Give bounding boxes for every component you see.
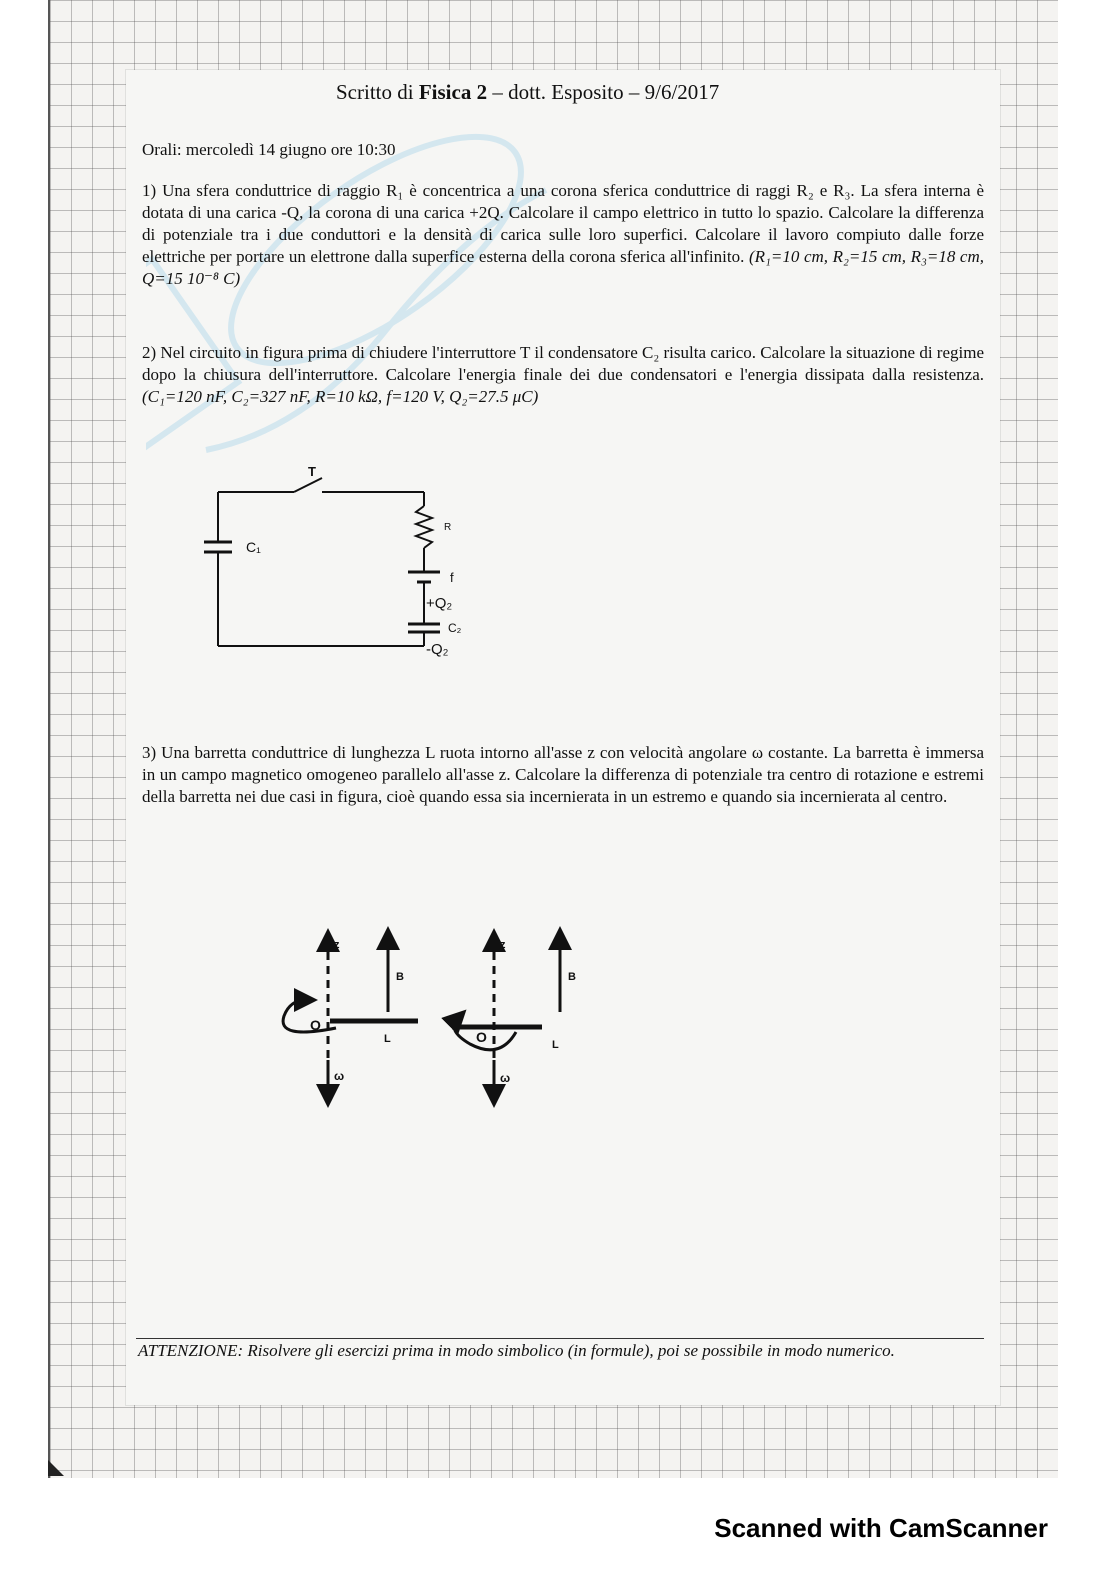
problem-3 xyxy=(142,742,984,808)
o-label-2: O xyxy=(476,1029,487,1045)
problem-2-text: 2) Nel circuito in figura prima di chiudere l'interruttore T il condensatore C₂ risulta carico. Calcolare la situazione di regime dopo la chiusura dell'interruttore. Calcolare l'energia finale dei due condensatori e l'energia dissipata dalla resistenza. xyxy=(142,343,985,384)
problem-1 xyxy=(142,180,984,290)
o-label-1: O xyxy=(310,1017,321,1033)
problem-2 xyxy=(142,342,984,408)
rotating-bar-figure xyxy=(276,920,616,1120)
circuit-diagram xyxy=(198,466,498,666)
problem-1-text: 1) Una sfera conduttrice di raggio R₁ è concentrica a una corona sferica conduttrice di raggi R₂ e R₃. La sfera interna è dotata di una carica -Q, la corona di una carica +2Q. Calcolare il campo elettrico in tutto lo spazio. Calcolare la differenza di potenziale tra i due conduttori e la densità di carica sulle loro superfici. Calcolare il lavoro compiuto dalle forze elettriche per portare un elettrone dalla superfice esterna della corona sferica all'infinito. xyxy=(142,181,984,266)
resistor-r xyxy=(416,506,432,548)
plus-q2-label: +Q₂ xyxy=(426,595,453,612)
c2-label: C₂ xyxy=(448,621,462,635)
f-label: f xyxy=(450,570,454,585)
omega-label-1: ω xyxy=(334,1069,345,1083)
exam-title: Scritto di Fisica 2 – dott. Esposito – 9/6/2017 xyxy=(336,80,720,104)
z-label-2: z xyxy=(500,939,506,951)
switch-label: T xyxy=(308,466,316,479)
minus-q2-label: -Q₂ xyxy=(426,641,449,658)
problem-1-data: (R₁=10 cm, R₂=15 cm, R₃=18 cm, Q=15 10⁻⁸ C) xyxy=(142,247,985,288)
attention-divider xyxy=(136,1338,984,1339)
problem-3-text: 3) Una barretta conduttrice di lunghezza L ruota intorno all'asse z con velocità angolare ω costante. La barretta è immersa in un campo magnetico omogeneo parallelo all'asse z. Calcolare la differenza di potenziale tra centro di rotazione e estremi della barretta nei due casi in figura, cioè quando essa sia incernierata in un estremo e quando sia incernierata al centro. xyxy=(142,743,984,806)
switch-t xyxy=(294,478,322,492)
attention-note: ATTENZIONE: Risolvere gli esercizi prima in modo simbolico (in formule), poi se possibile in modo numerico. xyxy=(138,1341,895,1360)
l-label-1: L xyxy=(384,1033,391,1045)
scan-corner-mark xyxy=(48,1460,64,1476)
problem-2-data: (C₁=120 nF, C₂=327 nF, R=10 kΩ, f=120 V, Q₂=27.5 μC) xyxy=(142,387,539,406)
exam-sheet xyxy=(126,70,1000,1405)
orals-date: Orali: mercoledì 14 giugno ore 10:30 xyxy=(142,140,396,159)
b-label-1: B xyxy=(396,971,404,983)
z-label-1: z xyxy=(334,939,340,951)
b-label-2: B xyxy=(568,971,576,983)
r-label: R xyxy=(444,522,452,533)
c1-label: C₁ xyxy=(246,539,261,555)
camscanner-footer: Scanned with CamScanner xyxy=(714,1513,1048,1543)
l-label-2: L xyxy=(552,1039,559,1051)
omega-label-2: ω xyxy=(500,1071,511,1085)
